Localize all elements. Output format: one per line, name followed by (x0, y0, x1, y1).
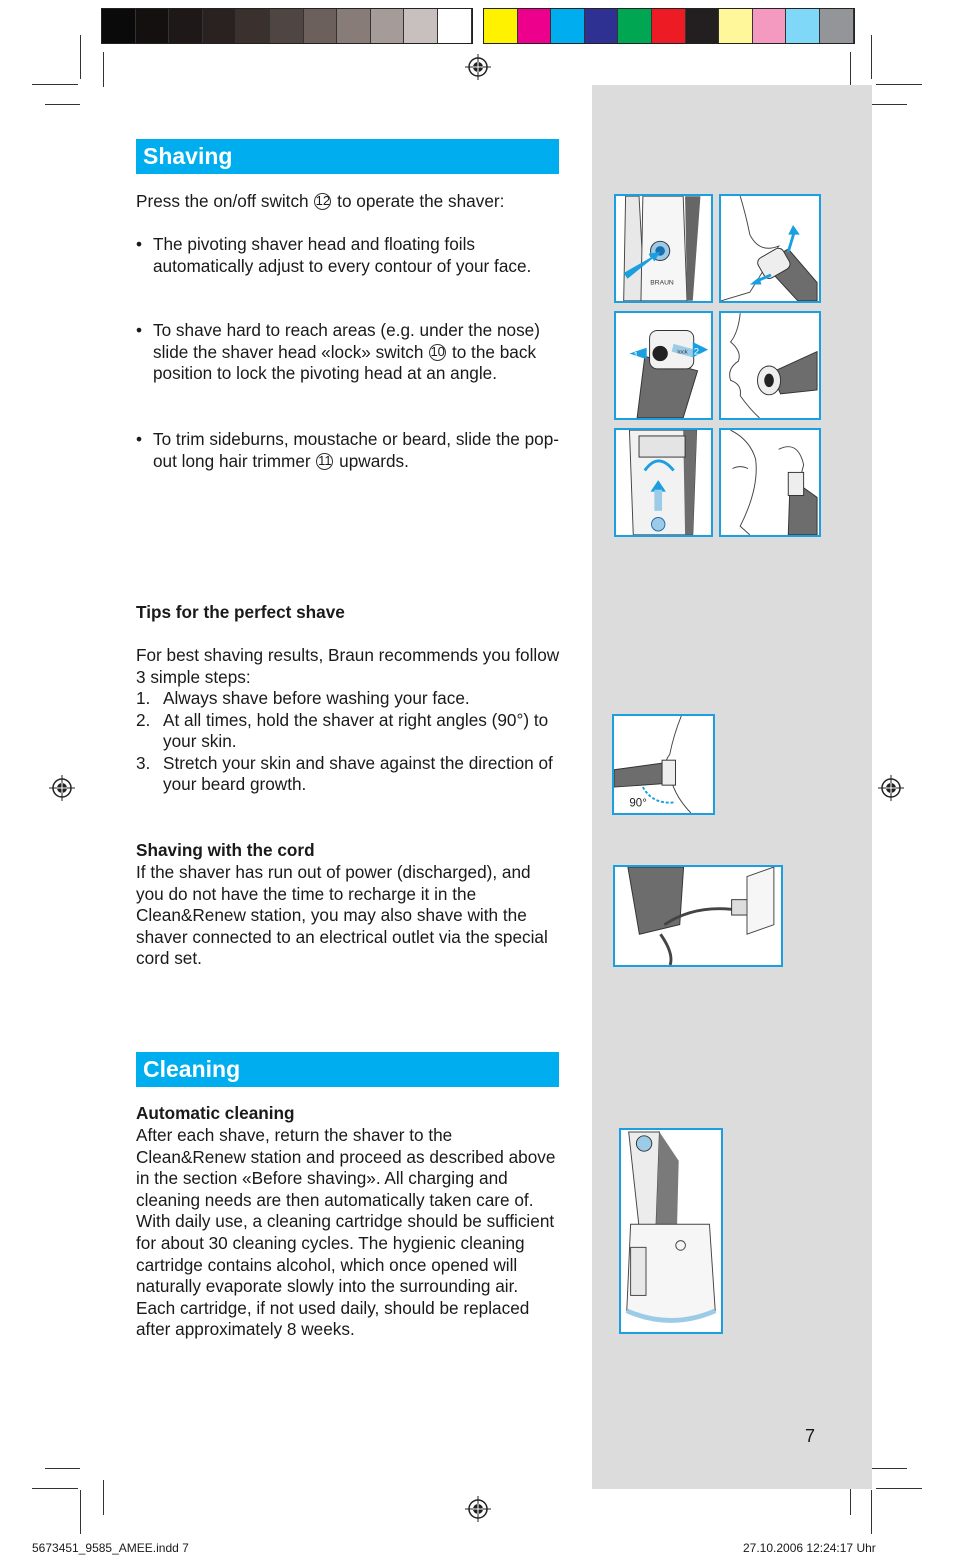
bullet-text: To trim sideburns, moustache or beard, slide the pop-out long hair trimmer 11 upwards. (153, 429, 560, 471)
color-swatch (404, 9, 438, 43)
cleaning-body: After each shave, return the shaver to the Clean&Renew station and proceed as described above in the section «Before shaving». All charging and cleaning needs are then automatically taken care of. With daily use, a cleaning cartridge should be sufficient for about 30 cleaning cycles. The hygienic cleaning cartridge contains alcohol, which once opened will naturally evaporate slowly into the surrounding air. Each cartridge, if not used daily, should be replaced after approximately 8 weeks. (136, 1125, 556, 1340)
color-swatch (337, 9, 371, 43)
list-item: 1. Always shave before washing your face. (136, 688, 470, 708)
intro-text-a: Press the on/off switch (136, 191, 309, 211)
bullet-text: The pivoting shaver head and floating foils automatically adjust to every contour of your face. (153, 234, 532, 276)
color-swatch (270, 9, 304, 43)
crop-mark (871, 35, 872, 79)
crop-mark (45, 104, 80, 105)
shaving-heading: Shaving (136, 139, 559, 174)
switch-number-badge: 12 (315, 193, 331, 208)
crop-mark (45, 1468, 80, 1469)
page-number: 7 (805, 1426, 816, 1446)
tips-intro: For best shaving results, Braun recommends you follow 3 simple steps: (136, 645, 560, 687)
color-swatch (551, 9, 585, 43)
bullet-item (136, 320, 566, 385)
bullet-dot: • (136, 234, 143, 254)
figure-lock-switch (614, 311, 713, 420)
crop-mark (850, 52, 851, 87)
figure-under-nose (719, 311, 821, 420)
switch-number-badge: 10 (430, 343, 445, 359)
cleaning-subheading: Automatic cleaning (136, 1103, 295, 1123)
crop-mark (876, 84, 922, 85)
gray-swatch-bar (101, 8, 473, 44)
color-swatch (753, 9, 787, 43)
angle-label: 90° (629, 797, 647, 810)
color-swatch (371, 9, 405, 43)
color-swatch (686, 9, 720, 43)
color-swatch (652, 9, 686, 43)
list-item: 3. Stretch your skin and shave against the direction of your beard growth. (136, 752, 553, 795)
bullet-item (136, 429, 566, 472)
figure-pivoting-head (719, 194, 821, 303)
color-swatch (169, 9, 203, 43)
cord-body: If the shaver has run out of power (discharged), and you do not have the time to recharge it in the Clean&Renew station, you may also shave with the shaver connected to an electrical outlet via the special cord set. (136, 862, 548, 969)
color-swatch-bar (483, 8, 855, 44)
step-2-label: 2 (693, 346, 700, 358)
crop-mark (32, 1488, 78, 1489)
color-swatch (585, 9, 619, 43)
brand-label: BRAUN (650, 279, 674, 287)
crop-mark (872, 104, 907, 105)
crop-mark (103, 1480, 104, 1515)
footer-timestamp: 27.10.2006 12:24:17 Uhr (743, 1541, 876, 1555)
color-swatch (518, 9, 552, 43)
step-1-label: 1 (633, 350, 639, 362)
crop-mark (80, 35, 81, 79)
color-swatch (618, 9, 652, 43)
bullet-item (136, 234, 566, 277)
cleaning-heading: Cleaning (136, 1052, 559, 1087)
registration-mark-icon (49, 775, 75, 801)
color-swatch (484, 9, 518, 43)
registration-mark-icon (878, 775, 904, 801)
crop-mark (103, 52, 104, 87)
color-swatch (203, 9, 237, 43)
color-swatch (304, 9, 338, 43)
color-swatch (236, 9, 270, 43)
color-swatch (102, 9, 136, 43)
footer-file: 5673451_9585_AMEE.indd 7 (32, 1541, 189, 1555)
tips-steps (136, 688, 566, 796)
cord-heading: Shaving with the cord (136, 840, 315, 860)
list-item: 2. At all times, hold the shaver at right angles (90°) to your skin. (136, 709, 549, 752)
color-swatch (136, 9, 170, 43)
intro-text-b: to operate the shaver: (337, 191, 505, 211)
figure-long-hair-trimmer (614, 428, 713, 537)
bullet-text: To shave hard to reach areas (e.g. under the nose) slide the shaver head «lock» switch 10 to the back position to lock the pivoting head at an angle. (153, 320, 540, 384)
color-swatch (820, 9, 854, 43)
crop-mark (32, 84, 78, 85)
color-swatch (786, 9, 820, 43)
figure-power-switch (614, 194, 713, 303)
tips-heading: Tips for the perfect shave (136, 602, 345, 622)
lock-label: lock (677, 349, 688, 356)
color-swatch (438, 9, 472, 43)
crop-mark (872, 1468, 907, 1469)
figure-trimming-sideburns (719, 428, 821, 537)
crop-mark (876, 1488, 922, 1489)
figure-cord-connection (613, 865, 783, 967)
crop-mark (80, 1490, 81, 1534)
bullet-dot: • (136, 429, 143, 449)
registration-mark-icon (465, 1496, 491, 1522)
registration-mark-icon (465, 54, 491, 80)
figure-right-angle (612, 714, 715, 815)
switch-number-badge: 11 (318, 452, 332, 468)
color-swatch (719, 9, 753, 43)
bullet-dot: • (136, 320, 143, 340)
shaving-intro (136, 191, 566, 213)
crop-mark (871, 1490, 872, 1534)
figure-clean-renew-station (619, 1128, 723, 1334)
